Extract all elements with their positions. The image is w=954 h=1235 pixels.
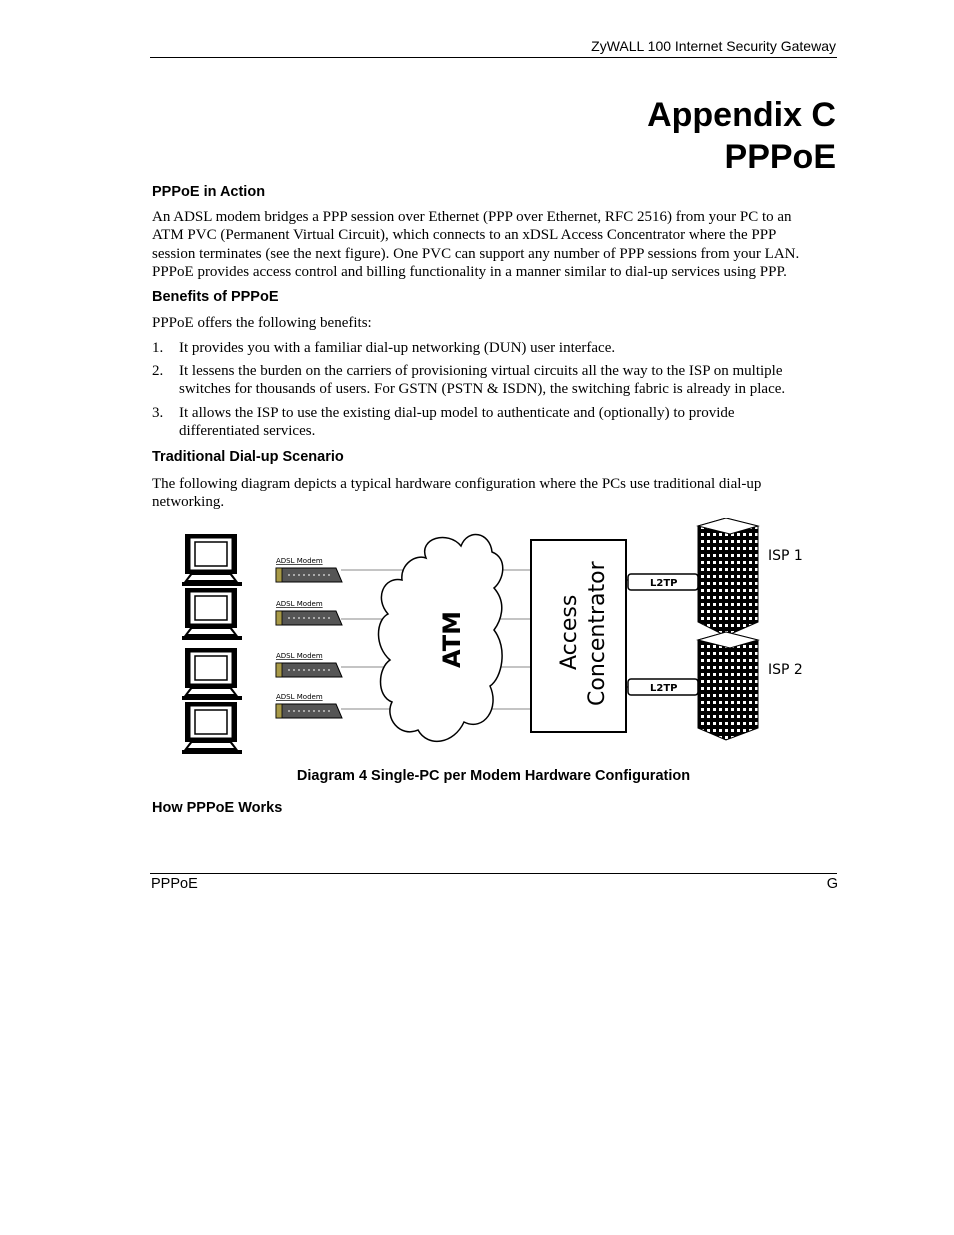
- pc-icon: [182, 648, 242, 700]
- network-diagram: [178, 518, 818, 766]
- benefits-intro: PPPoE offers the following benefits:: [152, 315, 372, 331]
- text-line: differentiated services.: [179, 423, 316, 440]
- list-number: 3.: [152, 405, 164, 421]
- text-line: The following diagram depicts a typical hardware configuration where the PCs use traditional dial-up: [152, 476, 762, 492]
- heading-benefits: Benefits of PPPoE: [152, 289, 279, 305]
- l2tp-tunnel-2: [626, 679, 698, 695]
- footer-page-number: G: [826, 876, 838, 892]
- l2tp-label: L2TP: [650, 578, 678, 589]
- pc-icon: [182, 702, 242, 754]
- list-text: [179, 404, 735, 441]
- list-number: 2.: [152, 363, 164, 379]
- running-header: ZyWALL 100 Internet Security Gateway: [591, 38, 836, 54]
- footer-rule: [150, 873, 837, 874]
- appendix-title: [647, 94, 836, 178]
- text-line: session terminates (see the next figure). One PVC can support any number of PPP sessions from your LAN.: [152, 245, 800, 262]
- concentrator-label-line1: Access: [557, 594, 582, 670]
- isp1-label: ISP 1: [768, 548, 803, 564]
- l2tp-label: L2TP: [650, 683, 678, 694]
- text-line: It provides you with a familiar dial-up networking (DUN) user interface.: [179, 340, 616, 356]
- list-text: [179, 362, 785, 399]
- isp1-building-icon: [698, 518, 758, 636]
- modem-icon: [276, 663, 342, 677]
- modem-label: ADSL Modem: [276, 693, 323, 701]
- isp2-label: ISP 2: [768, 662, 803, 678]
- text-line: It allows the ISP to use the existing dial-up model to authenticate and (optionally) to provide: [179, 405, 735, 421]
- list-item: [152, 362, 785, 399]
- text-line: It lessens the burden on the carriers of provisioning virtual circuits all the way to the ISP on multiple: [179, 363, 783, 379]
- concentrator-label-line2: Concentrator: [585, 561, 610, 706]
- text-line: networking.: [152, 494, 225, 511]
- modem-1: [276, 557, 342, 582]
- paragraph-traditional: [152, 475, 761, 512]
- modem-label: ADSL Modem: [276, 557, 323, 565]
- modem-icon: [276, 568, 342, 582]
- appendix-title-line1: Appendix C: [647, 96, 836, 134]
- modem-2: [276, 600, 342, 625]
- modem-icon: [276, 611, 342, 625]
- diagram-caption: Diagram 4 Single-PC per Modem Hardware Configuration: [296, 768, 691, 784]
- l2tp-tunnel-1: [626, 574, 698, 590]
- atm-label: ATM: [438, 611, 466, 668]
- heading-pppoe-in-action: PPPoE in Action: [152, 184, 266, 200]
- footer-section-name: PPPoE: [151, 876, 198, 892]
- header-rule: [150, 57, 837, 58]
- isp2-building-icon: [698, 632, 758, 740]
- list-number: 1.: [152, 340, 164, 356]
- heading-traditional: Traditional Dial-up Scenario: [152, 449, 344, 465]
- appendix-title-line2: PPPoE: [724, 138, 836, 176]
- text-line: ATM PVC (Permanent Virtual Circuit), which connects to an xDSL Access Concentrator where the PPP: [152, 227, 777, 244]
- list-item: [152, 404, 735, 441]
- text-line: An ADSL modem bridges a PPP session over Ethernet (PPP over Ethernet, RFC 2516) from your PC to an: [152, 209, 792, 225]
- modem-label: ADSL Modem: [276, 652, 323, 660]
- paragraph-in-action: [152, 208, 799, 281]
- modem-label: ADSL Modem: [276, 600, 323, 608]
- text-line: switches for thousands of users. For GSTN (PSTN & ISDN), the switching fabric is already in place.: [179, 381, 786, 398]
- text-line: PPPoE provides access control and billing functionality in a manner similar to dial-up services using PPP.: [152, 263, 787, 280]
- modem-4: [276, 693, 342, 718]
- pc-icon: [182, 588, 242, 640]
- list-text: [179, 339, 615, 357]
- modem-icon: [276, 704, 342, 718]
- pc-icon: [182, 534, 242, 586]
- modem-3: [276, 652, 342, 677]
- heading-how-pppoe-works: How PPPoE Works: [152, 800, 283, 816]
- list-item: [152, 339, 615, 357]
